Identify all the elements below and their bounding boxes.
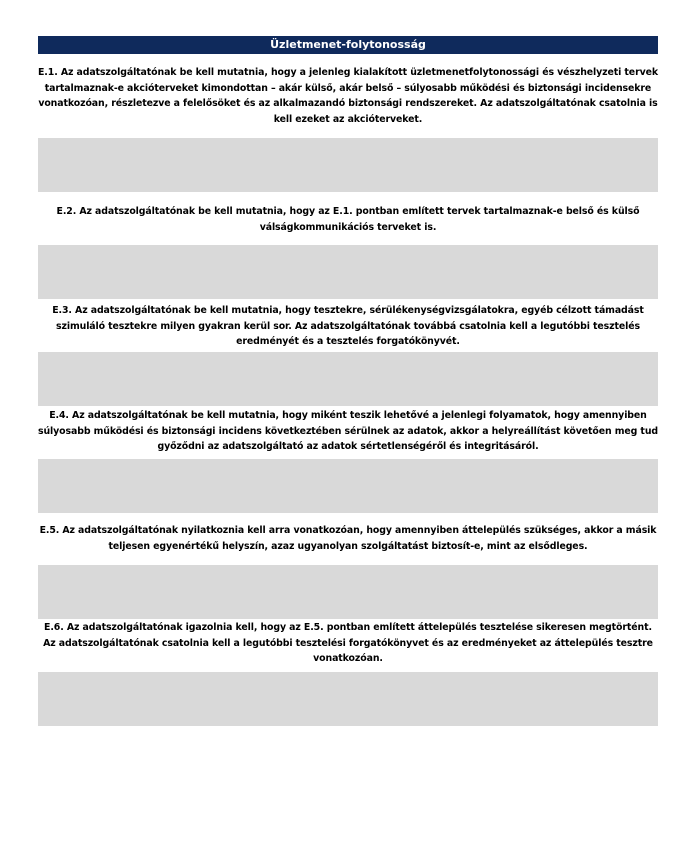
question-e6-text: E.6. Az adatszolgáltatónak igazolnia kell, hogy az E.5. pontban említett áttelepülés tesztelése sikeresen megtörtént. Az adatszolgáltatónak csatolnia kell a legutóbbi tesztelési forgatókönyvet és az eredményeket az áttelepülés tesztre vonatkozóan. — [43, 622, 653, 664]
question-e5-text: E.5. Az adatszolgáltatónak nyilatkoznia kell arra vonatkozóan, hogy amennyiben áttelepülés szükséges, akkor a másik teljesen egyenértékű helyszín, azaz ugyanolyan szolgáltatást biztosít-e, mint az elsődleges. — [39, 525, 657, 552]
answer-e1-field[interactable] — [38, 138, 658, 192]
answer-e6-field[interactable] — [38, 672, 658, 726]
question-e4-text: E.4. Az adatszolgáltatónak be kell mutatnia, hogy miként teszik lehetővé a jelenlegi folyamatok, hogy amennyiben súlyosabb működési és biztonsági incidens következtében sérülnek az adatok, akkor a helyreállítást követően meg tud győződni az adatszolgáltató az adatok sértetlenségéről és integritásáról. — [38, 410, 658, 452]
answer-e5-field[interactable] — [38, 565, 658, 619]
question-e1-text: E.1. Az adatszolgáltatónak be kell mutatnia, hogy a jelenleg kialakított üzletmenetfolytonossági és vészhelyzeti tervek tartalmaznak-e akcióterveket kimondottan – akár külső, akár belső – súlyosabb működési és biztonsági incidensekre vonatkozóan, részletezve a felelősöket és az alkalmazandó biztonsági rendszereket. Az adatszolgáltatónak csatolnia is kell ezeket az akcióterveket. — [38, 67, 658, 125]
answer-e3-field[interactable] — [38, 352, 658, 406]
question-e3-text: E.3. Az adatszolgáltatónak be kell mutatnia, hogy tesztekre, sérülékenységvizsgálatokra, egyéb célzott támadást szimuláló tesztekre milyen gyakran kerül sor. Az adatszolgáltatónak továbbá csatolnia kell a legutóbbi tesztelés eredményét és a tesztelés forgatókönyvét. — [52, 305, 644, 347]
question-e2-text: E.2. Az adatszolgáltatónak be kell mutatnia, hogy az E.1. pontban említett tervek tartalmaznak-e belső és külső válságkommunikációs terveket is. — [56, 206, 640, 233]
answer-e2-field[interactable] — [38, 245, 658, 299]
answer-e4-field[interactable] — [38, 459, 658, 513]
section-header: Üzletmenet-folytonosság — [38, 36, 658, 54]
